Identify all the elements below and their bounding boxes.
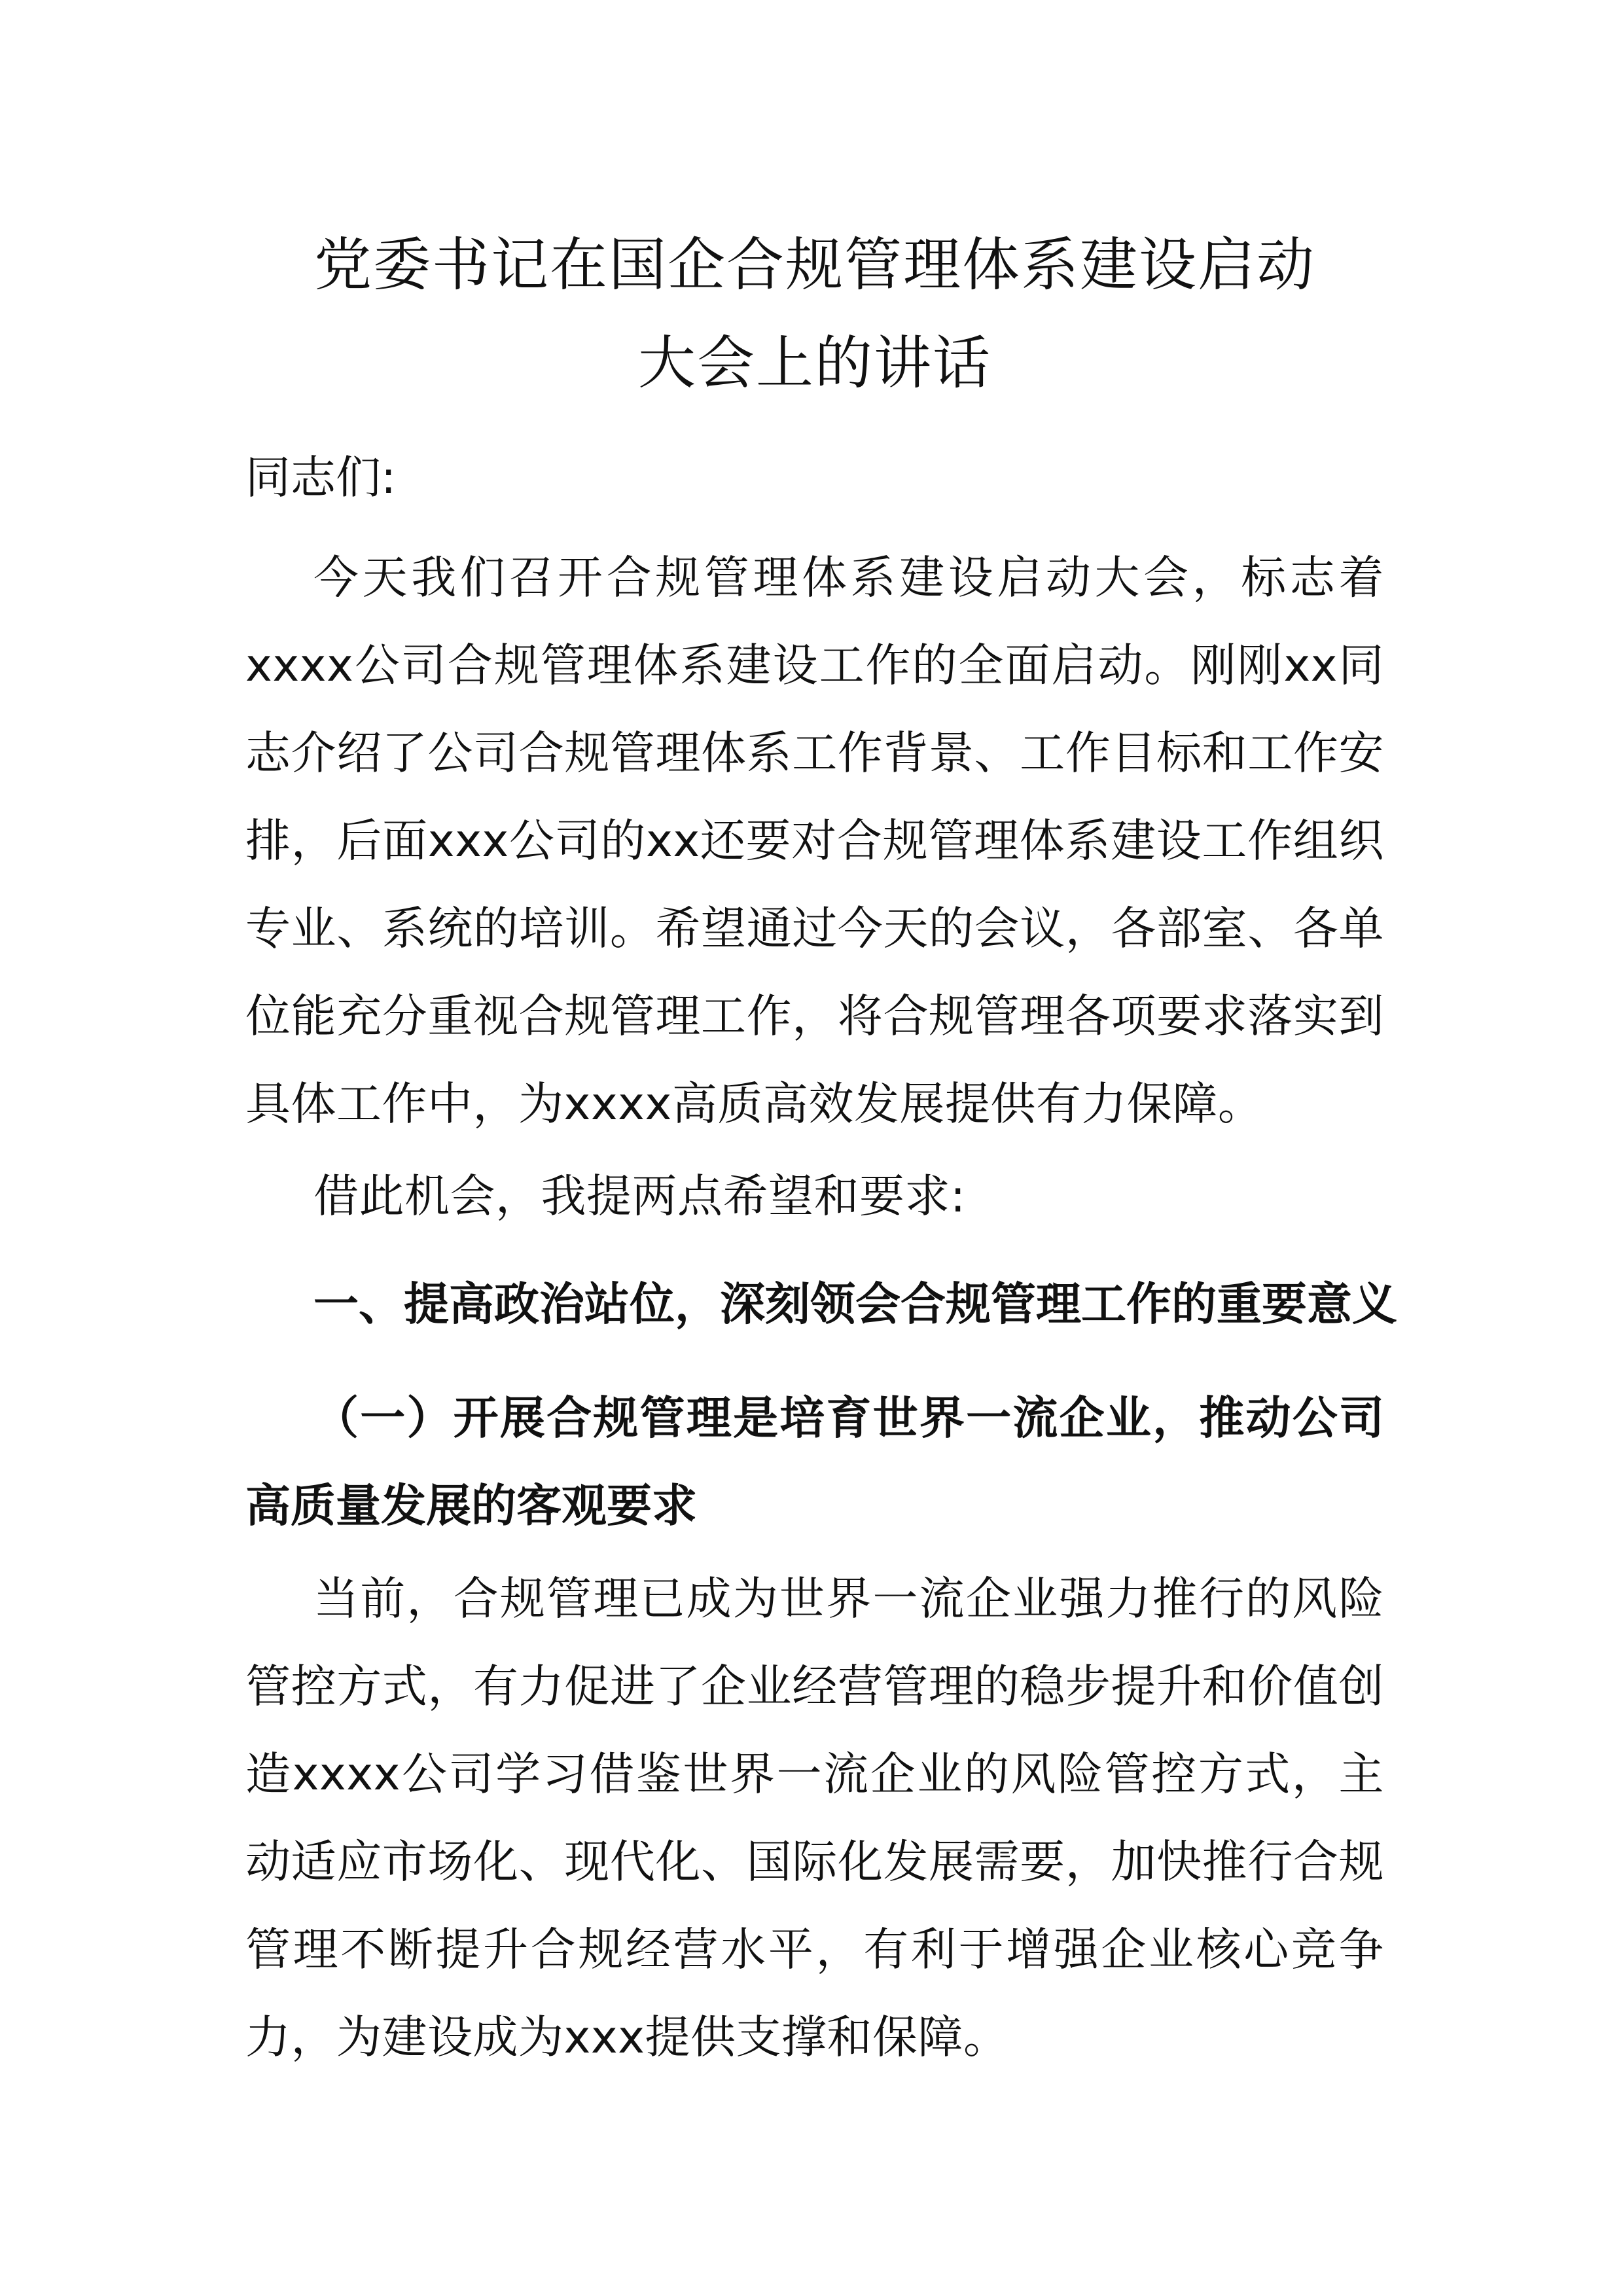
section-heading-1: 一、提高政治站位，深刻领会合规管理工作的重要意义 [313, 1278, 1397, 1331]
greeting: 同志们: [245, 452, 397, 504]
document-title-line-2: 大会上的讲话 [637, 329, 991, 397]
document-title-line-1: 党委书记在国企合规管理体系建设启动 [313, 231, 1315, 298]
paragraph-subsection-1: 当前，合规管理已成为世界一流企业强力推行的风险管控方式，有力促进了企业经营管理的稳步提升和价值创造xxxx公司学习借鉴世界一流企业的风险管控方式，主动适应市场化、现代化、国际化发展需要，加快推行合规管理不断提升合规经营水平，有利于增强企业核心竞争力，为建设成为xxx提供支撑和保障。 [245, 1573, 1384, 2064]
paragraph-requirements-intro: 借此机会，我提两点希望和要求: [313, 1170, 966, 1223]
subsection-heading-1: （一）开展合规管理是培育世界一流企业，推动公司高质量发展的客观要求 [245, 1392, 1384, 1532]
paragraph-opening: 今天我们召开合规管理体系建设启动大会，标志着xxxx公司合规管理体系建设工作的全面启动。刚刚xx同志介绍了公司合规管理体系工作背景、工作目标和工作安排，后面xxx公司的xx还要对合规管理体系建设工作组织专业、系统的培训。希望通过今天的会议，各部室、各单位能充分重视合规管理工作，将合规管理各项要求落实到具体工作中，为xxxx高质高效发展提供有力保障。 [245, 552, 1384, 1130]
